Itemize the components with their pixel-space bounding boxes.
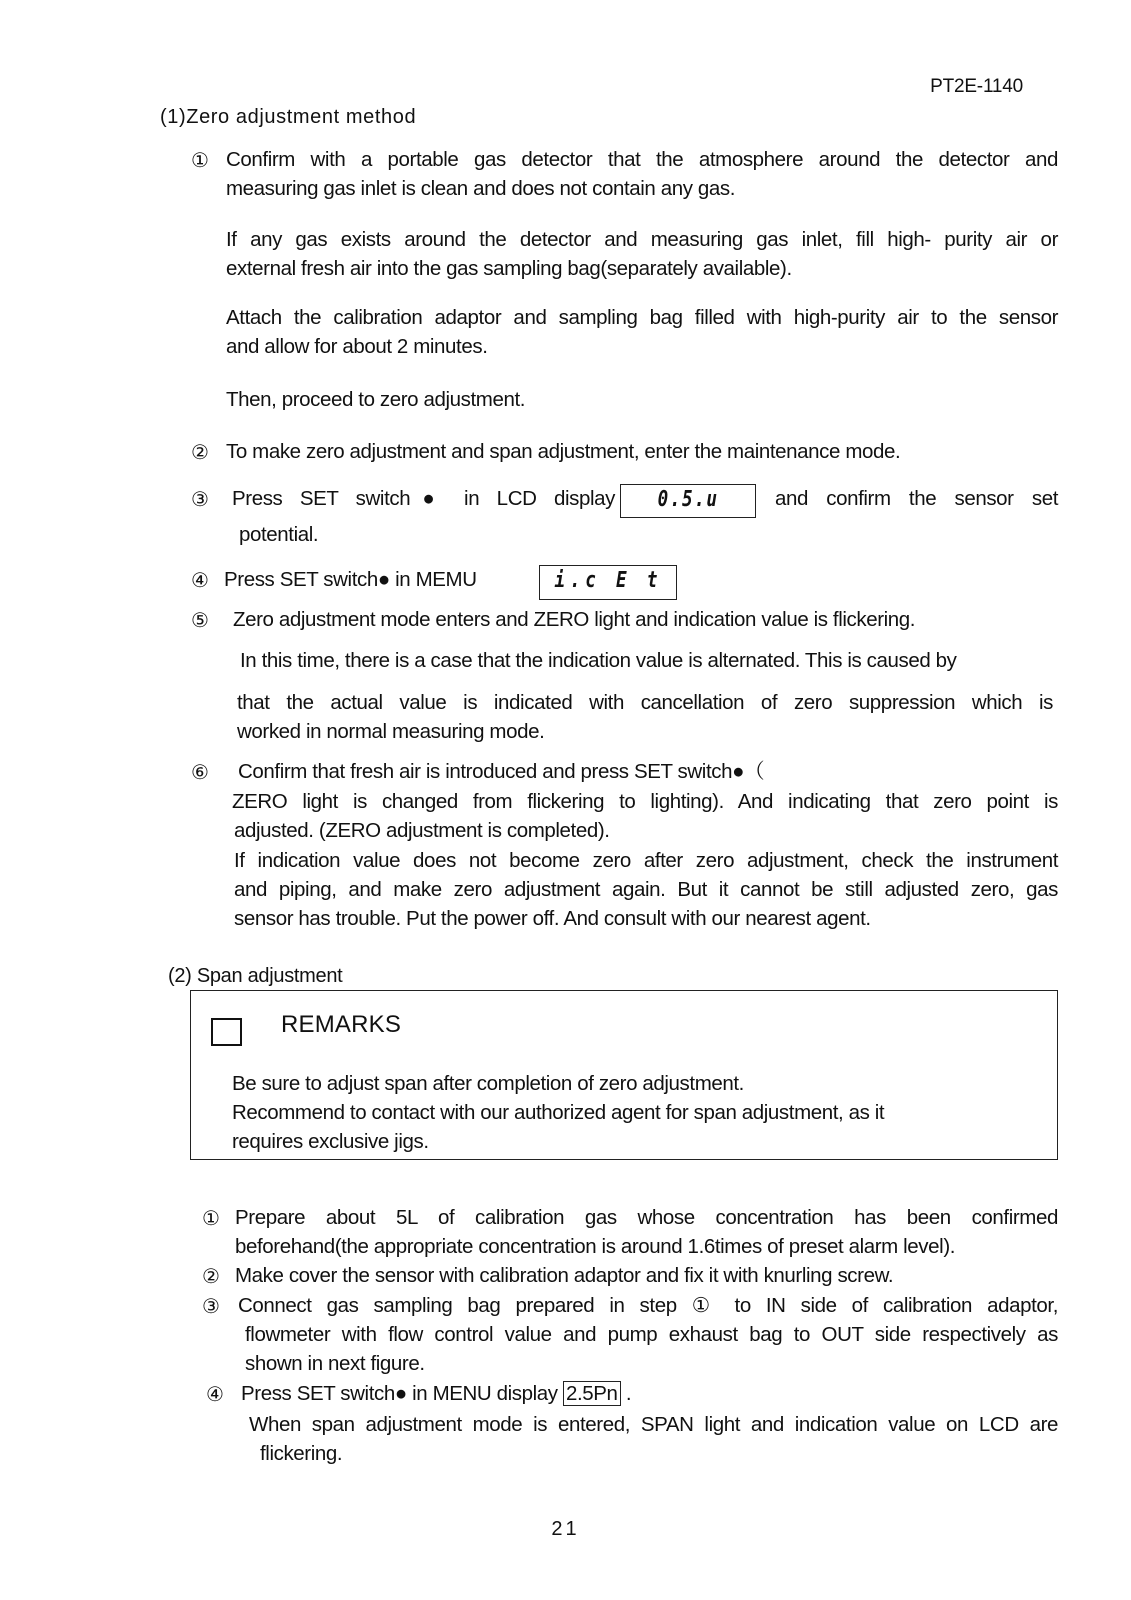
zero-step-1-para-2-line-1: If any gas exists around the detector and measuring gas inlet, fill high- purity air or <box>226 228 1058 251</box>
zero-step-6-line-1: Confirm that fresh air is introduced and press SET switch●（ <box>238 760 765 783</box>
span-step-4-line-2: When span adjustment mode is entered, SPAN light and indication value on LCD are <box>249 1413 1058 1436</box>
remarks-line-1: Be sure to adjust span after completion of zero adjustment. <box>232 1072 744 1095</box>
zero-step-1-line-2: measuring gas inlet is clean and does not contain any gas. <box>226 177 735 200</box>
remarks-square-icon <box>211 1018 242 1046</box>
zero-step-6-line-5: and piping, and make zero adjustment again. But it cannot be still adjusted zero, gas <box>234 878 1058 901</box>
span-step-4-line-1 <box>241 1379 631 1408</box>
zero-step-6-line-3: adjusted. (ZERO adjustment is completed). <box>234 819 610 842</box>
zero-step-5-text: Zero adjustment mode enters and ZERO light and indication value is flickering. <box>233 608 916 631</box>
zero-step-6-line-2: ZERO light is changed from flickering to lighting). And indicating that zero point is <box>232 790 1058 813</box>
zero-step-3-line-2: potential. <box>239 523 319 546</box>
span-step-3-line-2: flowmeter with flow control value and pump exhaust bag to OUT side respectively as <box>245 1323 1058 1346</box>
zero-step-1-number: ① <box>191 150 209 172</box>
span-step-2-number: ② <box>202 1266 220 1288</box>
zero-step-5-number: ⑤ <box>191 610 209 632</box>
span-step-3-line-1: Connect gas sampling bag prepared in step ① to IN side of calibration adaptor, <box>238 1294 1058 1317</box>
span-step-3-line-3: shown in next figure. <box>245 1352 425 1375</box>
span-step-4-line-3: flickering. <box>260 1442 343 1465</box>
span-step-4-text-a: Press SET switch● in MENU display <box>241 1382 558 1405</box>
span-step-1-line-1: Prepare about 5L of calibration gas whose concentration has been confirmed <box>235 1206 1058 1229</box>
zero-step-1-para-3-line-1: Attach the calibration adaptor and sampling bag filled with high-purity air to the sensor <box>226 306 1058 329</box>
section-1-title: Zero adjustment method <box>186 106 417 128</box>
zero-step-2-text: To make zero adjustment and span adjustment, enter the maintenance mode. <box>226 440 901 463</box>
lcd-menu-readout: i.c E t <box>554 568 662 593</box>
zero-step-5-para-3-line-1: that the actual value is indicated with cancellation of zero suppression which is <box>237 691 1053 714</box>
span-step-4-number: ④ <box>206 1384 224 1406</box>
zero-step-4-text: Press SET switch● in MEMU <box>224 568 477 591</box>
document-code: PT2E-1140 <box>930 76 1023 97</box>
menu-display-box: 2.5Pn <box>563 1381 621 1406</box>
zero-step-2-number: ② <box>191 442 209 464</box>
span-step-2-text: Make cover the sensor with calibration adaptor and fix it with knurling screw. <box>235 1264 894 1287</box>
zero-step-1-para-2-line-2: external fresh air into the gas sampling bag(separately available). <box>226 257 792 280</box>
section-2-heading <box>168 962 342 991</box>
section-1-heading <box>160 103 416 132</box>
page-number: 21 <box>551 1518 580 1540</box>
section-1-number: (1) <box>160 106 187 128</box>
zero-step-3-number: ③ <box>191 489 209 511</box>
zero-step-6-line-4: If indication value does not become zero after zero adjustment, check the instrument <box>234 849 1058 872</box>
remarks-line-2: Recommend to contact with our authorized agent for span adjustment, as it <box>232 1101 885 1124</box>
span-step-1-line-2: beforehand(the appropriate concentration is around 1.6times of preset alarm level). <box>235 1235 956 1258</box>
zero-step-3-text-b: and confirm the sensor set <box>775 487 1058 510</box>
span-step-1-number: ① <box>202 1208 220 1230</box>
section-2-title: Span adjustment <box>196 965 343 987</box>
zero-step-6-line-6: sensor has trouble. Put the power off. And consult with our nearest agent. <box>234 907 871 930</box>
lcd-display-sensor-potential <box>620 484 756 518</box>
zero-step-6-number: ⑥ <box>191 762 209 784</box>
zero-step-5-para-3-line-2: worked in normal measuring mode. <box>237 720 545 743</box>
span-step-4-text-b: . <box>625 1382 632 1405</box>
span-step-3-number: ③ <box>202 1296 220 1318</box>
lcd-readout: 0.5.u <box>657 487 719 512</box>
lcd-display-menu <box>539 565 677 600</box>
zero-step-1-para-3-line-2: and allow for about 2 minutes. <box>226 335 488 358</box>
zero-step-5-para-2: In this time, there is a case that the indication value is alternated. This is caused by <box>240 649 957 672</box>
remarks-title: REMARKS <box>281 1011 402 1038</box>
zero-step-1-line-1: Confirm with a portable gas detector that the atmosphere around the detector and <box>226 148 1058 171</box>
remarks-line-3: requires exclusive jigs. <box>232 1130 429 1153</box>
zero-step-4-number: ④ <box>191 570 209 592</box>
zero-step-1-para-4: Then, proceed to zero adjustment. <box>226 388 526 411</box>
section-2-number: (2) <box>168 965 192 987</box>
zero-step-3-text-a: Press SET switch● in LCD display <box>232 487 615 510</box>
